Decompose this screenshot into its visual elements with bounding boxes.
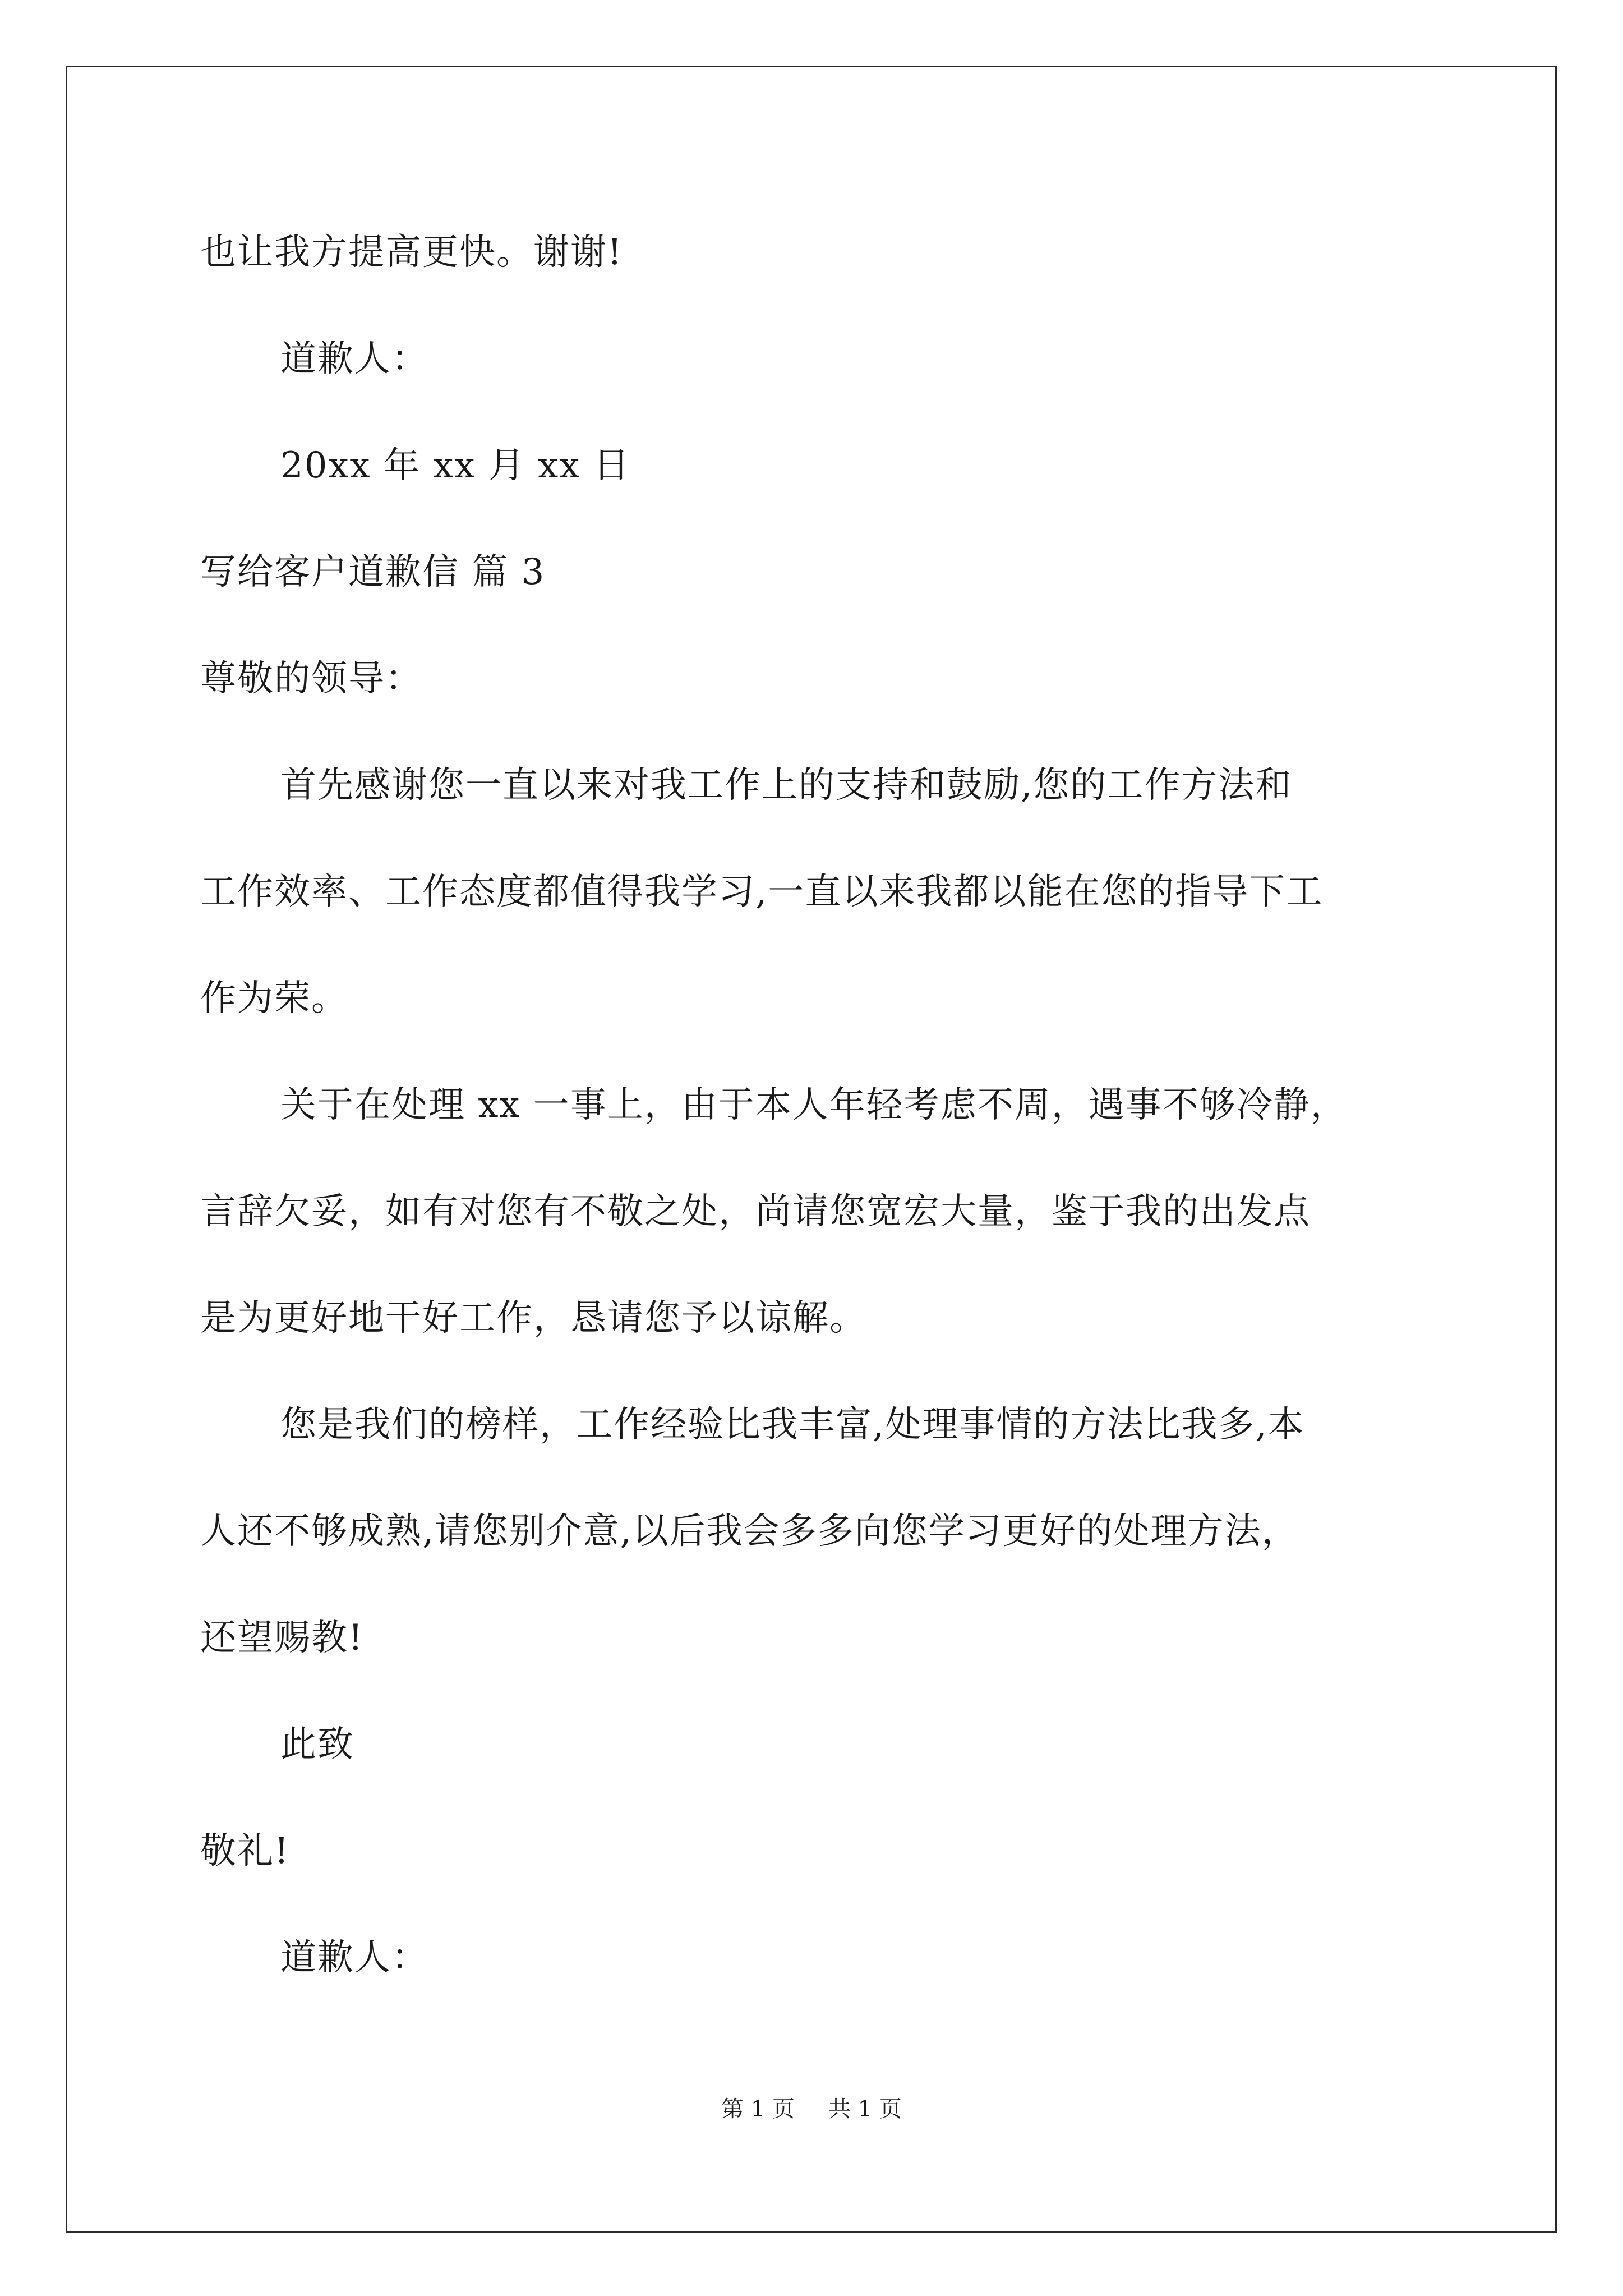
paragraph-line: 首先感谢您一直以来对我工作上的支持和鼓励,您的工作方法和 <box>280 765 1293 806</box>
paragraph-line: 您是我们的榜样，工作经验比我丰富,处理事情的方法比我多,本 <box>280 1404 1305 1446</box>
page-total: 共 1 页 <box>828 2096 902 2122</box>
page-border <box>66 66 1557 2233</box>
paragraph-line: 工作效率、工作态度都值得我学习,一直以来我都以能在您的指导下工 <box>200 871 1324 913</box>
closing-phrase: 此致 <box>280 1724 354 1765</box>
salutation: 尊敬的领导： <box>200 658 422 700</box>
paragraph-line: 作为荣。 <box>200 978 348 1019</box>
closing-regards: 敬礼! <box>200 1830 290 1872</box>
signature-label: 道歉人： <box>280 338 428 380</box>
section-heading: 写给客户道歉信 篇 3 <box>200 551 546 593</box>
paragraph-line: 人还不够成熟,请您别介意,以后我会多多向您学习更好的处理方法， <box>200 1511 1299 1552</box>
page-footer <box>0 2093 1623 2125</box>
date-line: 20xx 年 xx 月 xx 日 <box>280 445 630 486</box>
paragraph-line: 关于在处理 xx 一事上，由于本人年轻考虑不周，遇事不够冷静， <box>280 1084 1348 1126</box>
paragraph-line: 还望赐教! <box>200 1617 364 1659</box>
paragraph-line: 是为更好地干好工作，恳请您予以谅解。 <box>200 1297 866 1339</box>
signature-label: 道歉人： <box>280 1937 428 1978</box>
closing-line: 也让我方提高更快。谢谢! <box>200 232 623 273</box>
paragraph-line: 言辞欠妥，如有对您有不敬之处，尚请您宽宏大量，鉴于我的出发点 <box>200 1191 1311 1232</box>
page-number: 第 1 页 <box>721 2096 795 2122</box>
